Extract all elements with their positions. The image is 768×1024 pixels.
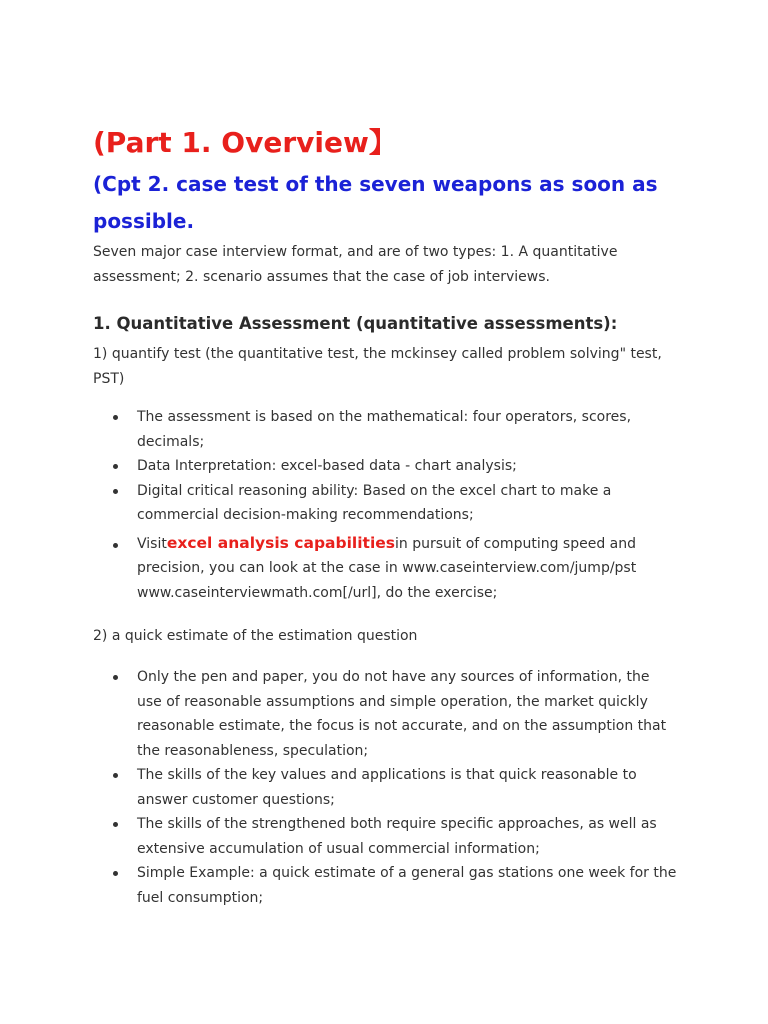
list-item-text: Simple Example: a quick estimate of a general gas stations one week for the fuel consumption; xyxy=(137,865,677,906)
visit-suffix: in pursuit of computing speed and precision, you can look at the case in www.caseinterview.com/jump/pst www.caseinterviewmath.com[/url], do the exercise; xyxy=(137,535,637,601)
list-item-text: The skills of the strengthened both require specific approaches, as well as extensive accumulation of usual commercial information; xyxy=(137,816,657,857)
excel-analysis-link[interactable]: excel analysis capabilities xyxy=(166,533,395,552)
list-item xyxy=(93,454,678,479)
bullet-icon xyxy=(113,464,118,469)
list-item xyxy=(93,763,678,812)
list-item-text: The skills of the key values and applications is that quick reasonable to answer customer questions; xyxy=(137,767,637,808)
bullet-icon xyxy=(113,489,118,494)
visit-prefix: Visit xyxy=(137,535,167,552)
bullet-icon xyxy=(113,871,118,876)
chapter-subtitle: (Cpt 2. case test of the seven weapons as soon as possible. xyxy=(93,172,658,233)
page-title: (Part 1. Overview】 xyxy=(93,126,397,159)
intro-paragraph: Seven major case interview format, and are of two types: 1. A quantitative assessment; 2. scenario assumes that the case of job interviews. xyxy=(93,244,618,285)
bullet-icon xyxy=(113,543,118,548)
list-item-text: The assessment is based on the mathematical: four operators, scores, decimals; xyxy=(137,409,632,450)
bullet-icon xyxy=(113,675,118,680)
list-item xyxy=(93,531,678,606)
section-heading: 1. Quantitative Assessment (quantitative assessments): xyxy=(93,314,618,333)
list-item xyxy=(93,665,678,763)
bullet-icon xyxy=(113,415,118,420)
list-item-text: Only the pen and paper, you do not have any sources of information, the use of reasonable assumptions and simple operation, the market quickly reasonable estimate, the focus is not accurate, and on the assumption that the reasonableness, speculation; xyxy=(137,669,667,759)
subsection-2-bullet-list xyxy=(93,665,678,910)
subsection-1-bullet-list xyxy=(93,405,678,605)
bullet-icon xyxy=(113,773,118,778)
bullet-icon xyxy=(113,822,118,827)
list-item xyxy=(93,479,678,528)
subsection-2-text: 2) a quick estimate of the estimation question xyxy=(93,628,418,644)
list-item xyxy=(93,405,678,454)
list-item xyxy=(93,812,678,861)
subsection-1-text: 1) quantify test (the quantitative test, the mckinsey called problem solving" test, PST) xyxy=(93,346,662,387)
list-item-text: Data Interpretation: excel-based data - chart analysis; xyxy=(137,458,517,474)
list-item-text: Digital critical reasoning ability: Based on the excel chart to make a commercial decision-making recommendations; xyxy=(137,482,612,523)
list-item xyxy=(93,861,678,910)
